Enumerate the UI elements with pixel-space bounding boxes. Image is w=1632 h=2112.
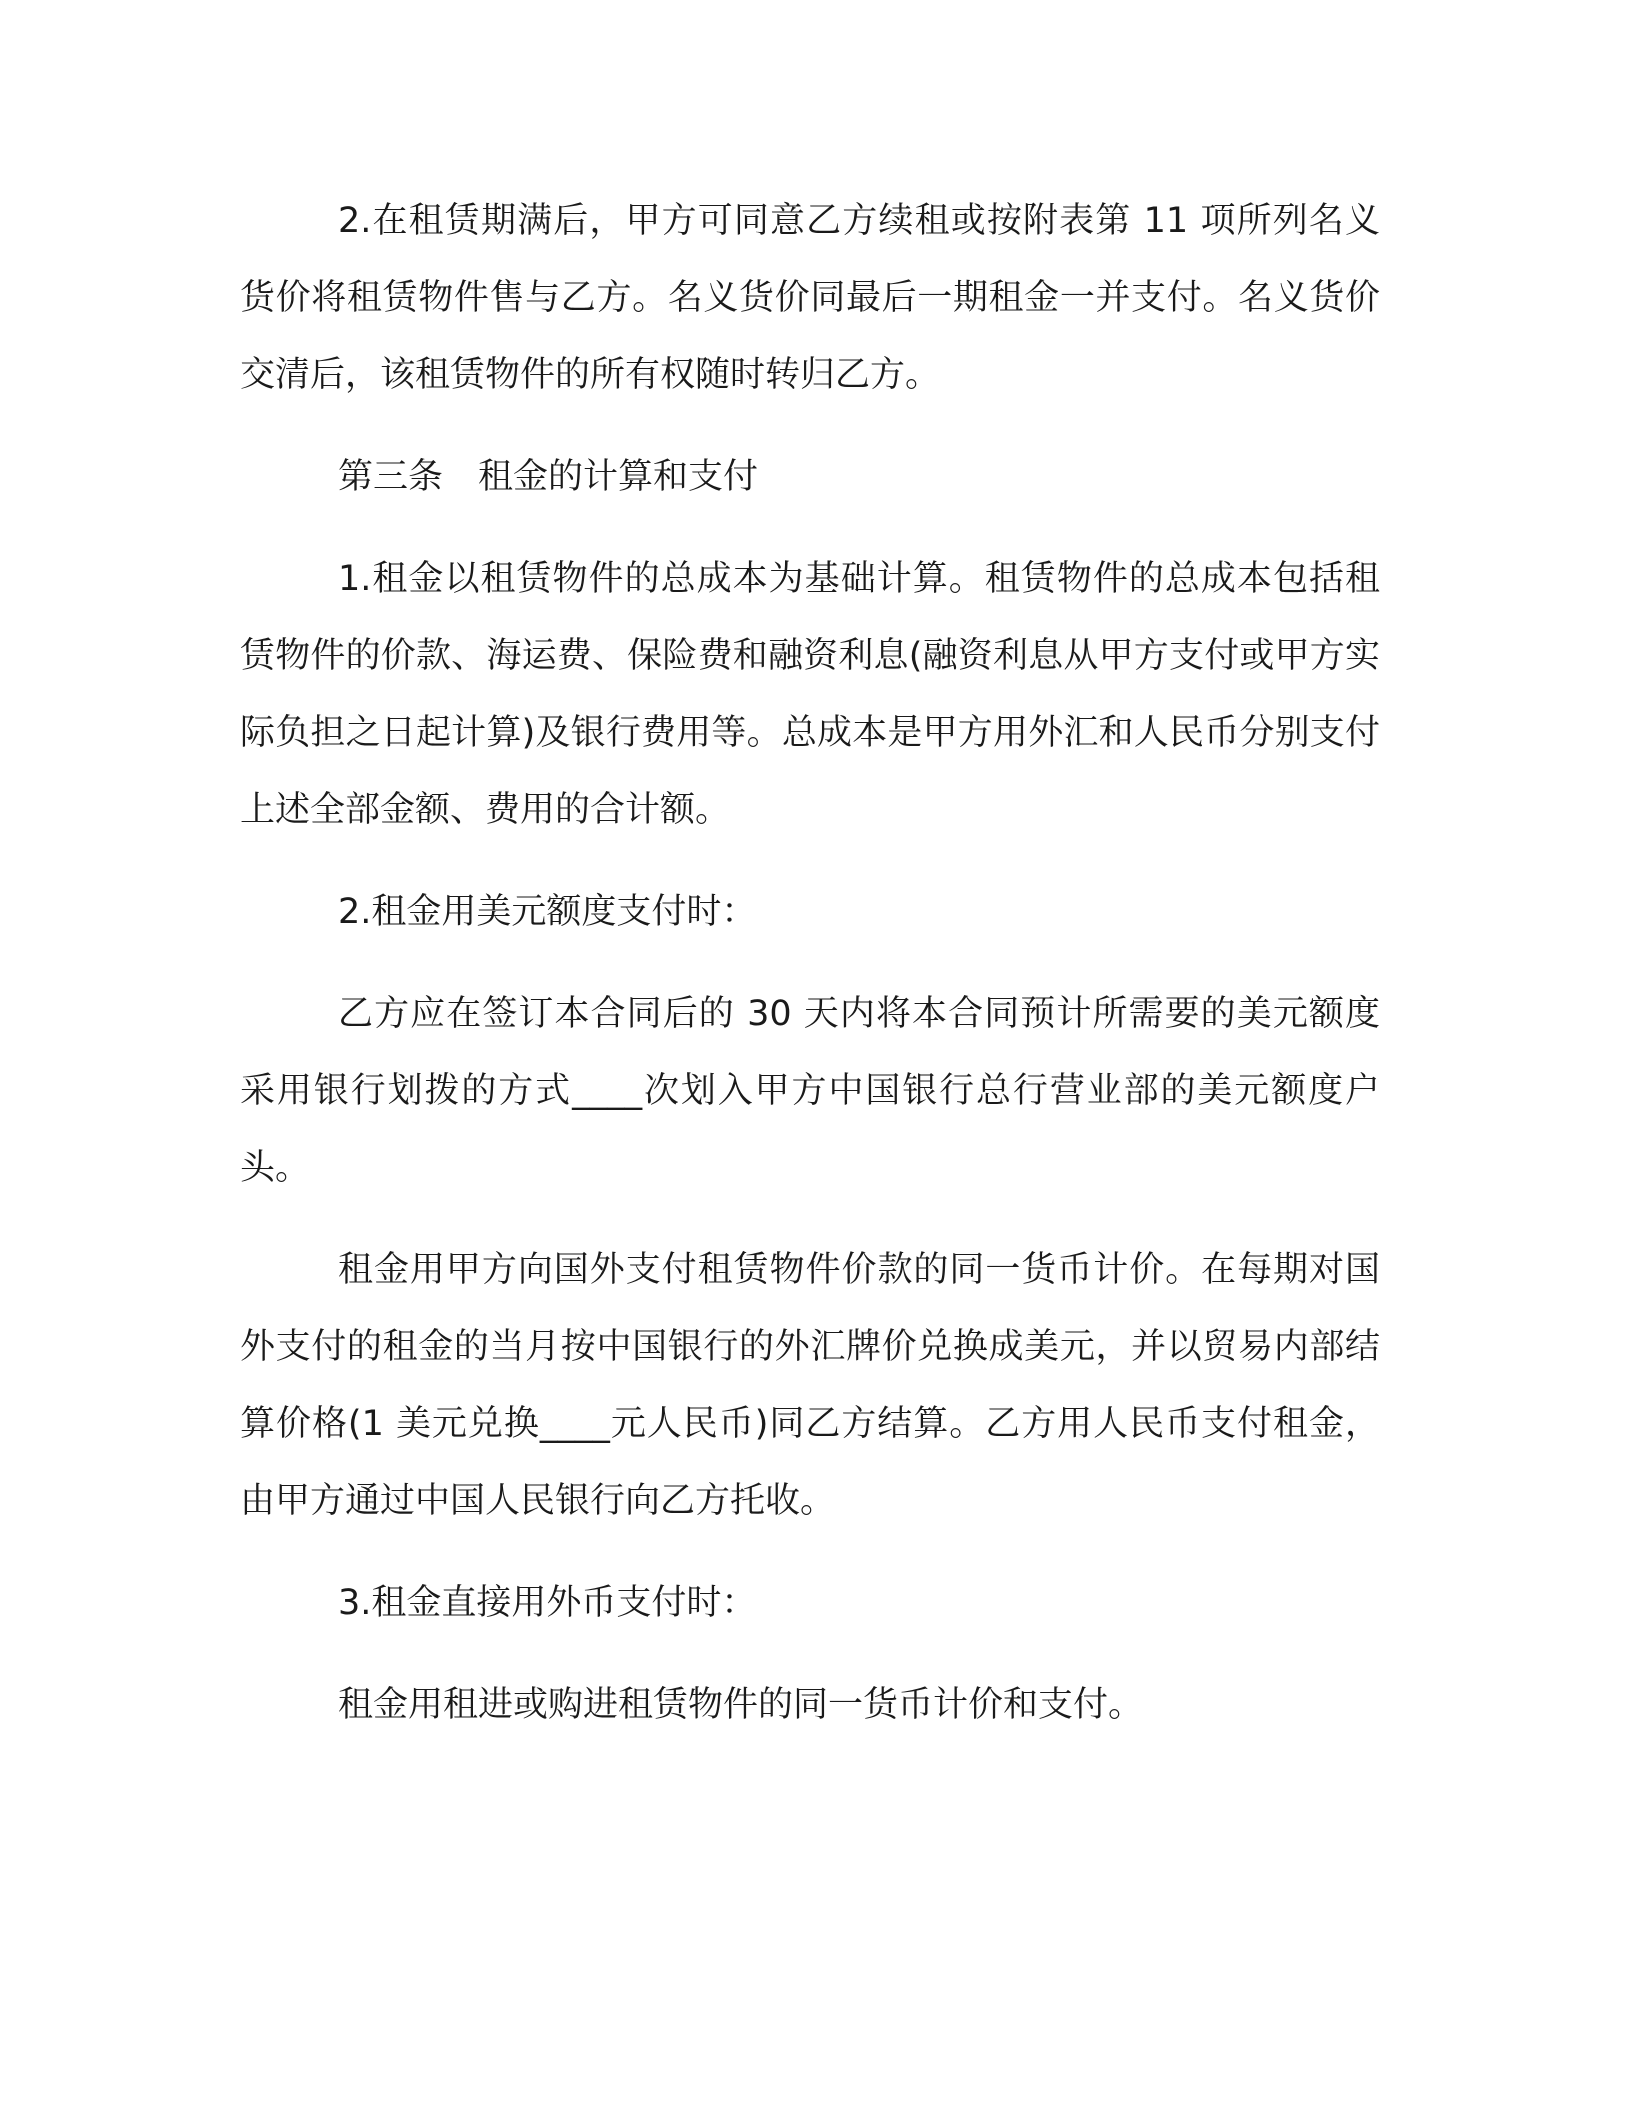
paragraph-usd-quota-transfer: 乙方应在签订本合同后的 30 天内将本合同预计所需要的美元额度采用银行划拨的方式____次划入甲方中国银行总行营业部的美元额度户头。	[240, 994, 1380, 1188]
paragraph-usd-quota-title: 2.租金用美元额度支付时：	[338, 892, 757, 932]
article-3-heading: 第三条 租金的计算和支付	[338, 457, 759, 497]
paragraph-foreign-currency-title: 3.租金直接用外币支付时：	[338, 1583, 757, 1623]
paragraph-purchase-option: 2.在租赁期满后，甲方可同意乙方续租或按附表第 11 项所列名义货价将租赁物件售与乙方。名义货价同最后一期租金一并支付。名义货价交清后，该租赁物件的所有权随时转归乙方。	[240, 201, 1380, 395]
paragraph-rent-currency: 租金用甲方向国外支付租赁物件价款的同一货币计价。在每期对国外支付的租金的当月按中国银行的外汇牌价兑换成美元，并以贸易内部结算价格(1 美元兑换____元人民币)同乙方结算。乙方用人民币支付租金，由甲方通过中国人民银行向乙方托收。	[240, 1250, 1380, 1521]
paragraph-foreign-currency-payment: 租金用租进或购进租赁物件的同一货币计价和支付。	[338, 1685, 1144, 1725]
paragraph-rent-calculation: 1.租金以租赁物件的总成本为基础计算。租赁物件的总成本包括租赁物件的价款、海运费、保险费和融资利息(融资利息从甲方支付或甲方实际负担之日起计算)及银行费用等。总成本是甲方用外汇和人民币分别支付上述全部金额、费用的合计额。	[240, 559, 1380, 830]
document-body	[240, 183, 1380, 1769]
